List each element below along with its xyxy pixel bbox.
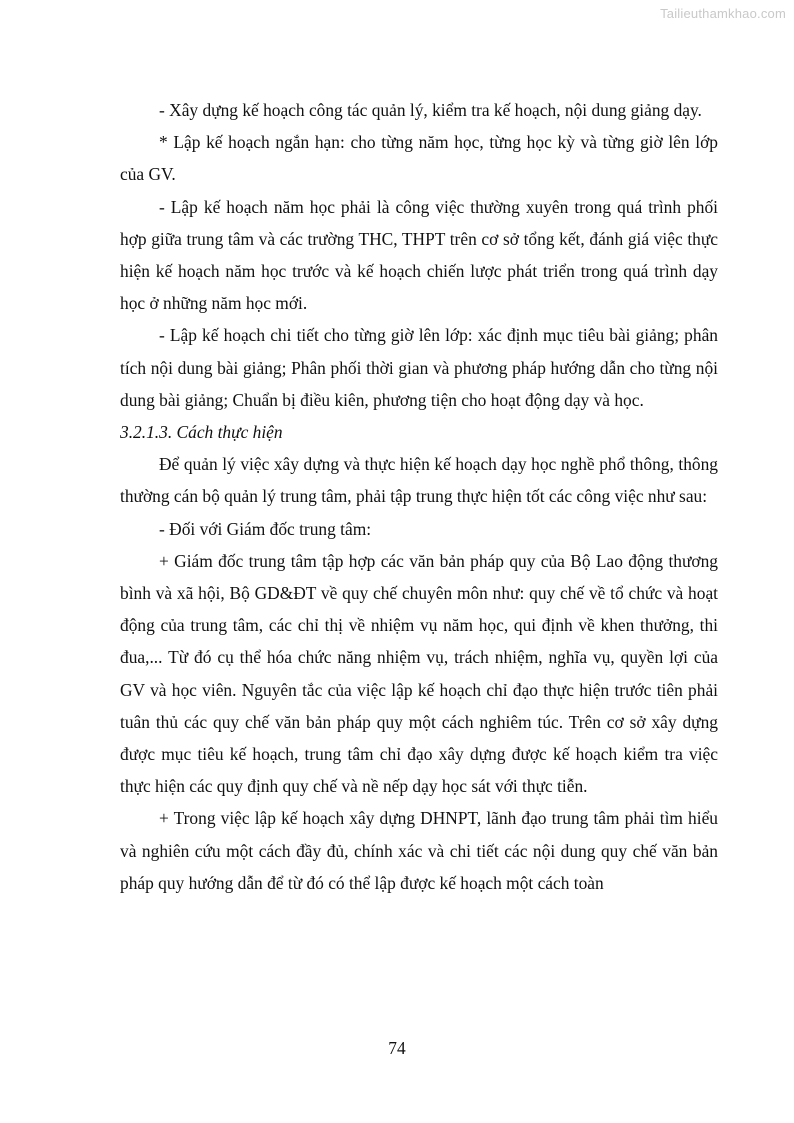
paragraph: - Lập kế hoạch chi tiết cho từng giờ lên lớp: xác định mục tiêu bài giảng; phân tích nội dung bài giảng; Phân phối thời gian và phương pháp hướng dẫn cho từng nội dung bài giảng; Chuẩn bị điều kiên, phương tiện cho hoạt động dạy và học. <box>120 325 718 410</box>
paragraph: + Trong việc lập kế hoạch xây dựng DHNPT, lãnh đạo trung tâm phải tìm hiểu và nghiên cứu một cách đầy đủ, chính xác và chi tiết các nội dung quy chế văn bản pháp quy hướng dẫn để từ đó có thể lập được kế hoạch một cách toàn <box>120 808 718 893</box>
section-heading: 3.2.1.3. Cách thực hiện <box>120 422 283 443</box>
watermark-text: Tailieuthamkhao.com <box>660 6 786 21</box>
paragraph: Để quản lý việc xây dựng và thực hiện kế hoạch dạy học nghề phổ thông, thông thường cán bộ quản lý trung tâm, phải tập trung thực hiện tốt các công việc như sau: <box>120 454 718 507</box>
paragraph: - Lập kế hoạch năm học phải là công việc thường xuyên trong quá trình phối hợp giữa trung tâm và các trường THC, THPT trên cơ sở tổng kết, đánh giá việc thực hiện kế hoạch năm học trước và kế hoạch chiến lược phát triển trong quá trình dạy học ở những năm học mới. <box>120 196 718 314</box>
paragraph: - Xây dựng kế hoạch công tác quản lý, kiểm tra kế hoạch, nội dung giảng dạy. <box>159 100 702 120</box>
paragraph: + Giám đốc trung tâm tập hợp các văn bản pháp quy của Bộ Lao động thương bình và xã hội, Bộ GD&ĐT về quy chế chuyên môn như: quy chế về tổ chức và hoạt động của trung tâm, các chỉ thị về nhiệm vụ năm học, qui định về khen thưởng, thi đua,... Từ đó cụ thể hóa chức năng nhiệm vụ, trách nhiệm, nghĩa vụ, quyền lợi của GV và học viên. Nguyên tắc của việc lập kế hoạch chỉ đạo thực hiện trước tiên phải tuân thủ các quy chế văn bản pháp quy một cách nghiêm túc. Trên cơ sở xây dựng được mục tiêu kế hoạch, trung tâm chỉ đạo xây dựng được kế hoạch kiểm tra việc thực hiện các quy định quy chế và nề nếp dạy học sát với thực tiễn. <box>120 550 718 797</box>
page-number: 74 <box>388 1038 406 1058</box>
paragraph: - Đối với Giám đốc trung tâm: <box>159 518 372 539</box>
paragraph: * Lập kế hoạch ngắn hạn: cho từng năm học, từng học kỳ và từng giờ lên lớp của GV. <box>120 132 718 185</box>
document-body <box>120 94 718 899</box>
